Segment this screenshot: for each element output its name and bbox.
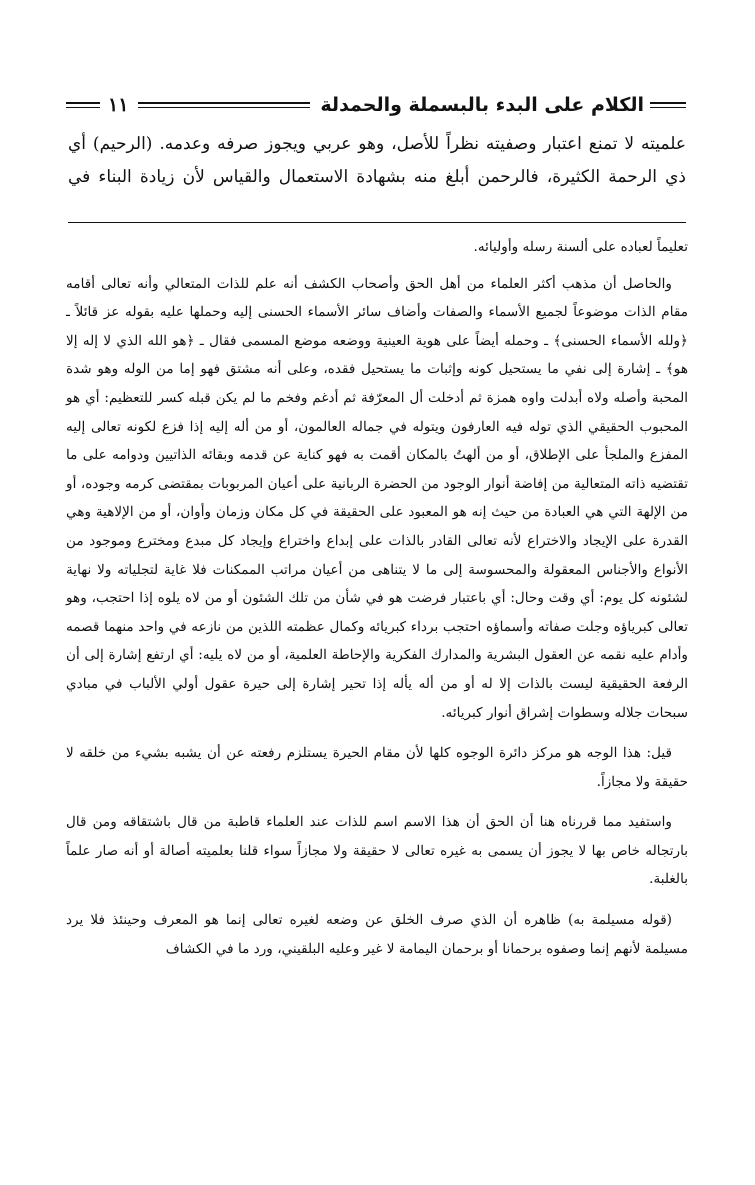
text-separator-rule (68, 222, 686, 223)
commentary-paragraph: واستفيد مما قررناه هنا أن الحق أن هذا الاسم اسم للذات عند العلماء قاطبة من قال باشتقاقه ومن قال بارتجاله خاص بها لا يجوز أن يسمى به غيره تعالى لا حقيقة ولا مجازاً سواء قلنا بعلميته أصالة أو أنه صار علماً بالغلبة. (66, 814, 688, 888)
page-number: ١١ (108, 94, 129, 116)
commentary-paragraph: قيل: هذا الوجه هو مركز دائرة الوجوه كلها لأن مقام الحيرة يستلزم رفعته عن أن يشبه بشيء من خلقه لا حقيقة ولا مجازاً. (66, 745, 688, 790)
header-rule-middle (138, 102, 310, 108)
commentary-paragraph: تعليماً لعباده على ألسنة رسله وأوليائه. (473, 239, 688, 255)
commentary-paragraph: والحاصل أن مذهب أكثر العلماء من أهل الحق وأصحاب الكشف أنه علم للذات المتعالي وأنه تعالى أقامه مقام الذات موضوعاً لجميع الأسماء والصفات وأضاف سائر الأسماء الحسنى إليه وحملها عليه بقوله عز قائلاً ـ ﴿ولله الأسماء الحسنى﴾ ـ وحمله أيضاً على هوية العينية ووضعه موضع المسمى فقال ـ ﴿هو الله الذي لا إله إلا هو﴾ ـ إشارة إلى نفي ما يستحيل كونه وإثبات ما يستحيل فقده، وعلى أنه مشتق فهو إما من الوله وهو شدة المحبة وأصله ولاه أبدلت واوه همزة ثم أدخلت أل المعرّفة ثم أدغم وفخم ما لم يكن قبله كسر للتعظيم: أي هو المحبوب الحقيقي الذي توله فيه العارفون ويتوله في جماله العالمون، أو من أله إليه إذا فزع لكونه تعالى إليه المفزع والملجأ على الإطلاق، أو من ألهتُ بالمكان أقمت به فهو كناية عن قدمه وبقائه الذاتيين ودوامه على ما تقتضيه ذاته المتعالية من إفاضة أنوار الوجود من الحضرة الربانية على أعيان المربوبات بمقتضى كرمه وجوده، أو من الإلهة التي هي العبادة من حيث إنه هو المعبود على الحقيقة في كل مكان وزمان وأوان، أو من الإلاهية وهي القدرة على الإيجاد والاختراع لأنه تعالى القادر بالذات على إبداع واختراع وإيجاد كل مبدع ومخترع وموجود من الأنواع والأجناس المعقولة والمحسوسة إلى ما لا يتناهى من أعيان مراتب الممكنات فلا غاية لتجلياته ولا نهاية لشئونه كل يوم: أي وقت وحال: أي باعتبار فرضت هو في شأن من تلك الشئون أو من لاه يلوه إذا احتجب، وهو تعالى كبرياؤه وجلت صفاته وأسماؤه احتجب برداء كبريائه وكمال عظمته اللذين من نازعه في واحد منهما قصمه وأدام عليه نقمه عن العقول البشرية والمدارك الفكرية والإحاطة العلمية، أو من لاه يليه: أي ارتفع إشارة إلى أن الرفعة الحقيقية ليست بالذات إلا له أو من أله يأله إذا تحير إشارة إلى حيرة عقول أولي الألباب في مبادي سبحات جلاله وسطوات إشراق أنوار كبريائه. (66, 275, 688, 721)
main-text-paragraph: علميته لا تمنع اعتبار وصفيته نظراً للأصل، وهو عربي ويجوز صرفه وعدمه. (الرحيم) أي ذي الرحمة الكثيرة، فالرحمن أبلغ منه بشهادة الاستعمال والقياس لأن زيادة البناء في (68, 134, 686, 187)
header-rule-right (650, 102, 686, 108)
commentary-text (66, 233, 688, 975)
header-rule-left (66, 102, 100, 108)
main-text (68, 128, 686, 194)
running-header (66, 92, 686, 118)
commentary-paragraph: (قوله مسيلمة به) ظاهره أن الذي صرف الخلق عن وضعه لغيره تعالى إنما هو المعرف وحينئذ فلا يرد مسيلمة لأنهم إنما وصفوه برحمانا أو برحمان اليمامة لا غير وعليه البلقيني، ورد ما في الكشاف (66, 912, 688, 957)
running-header-title: الكلام على البدء بالبسملة والحمدلة (320, 94, 644, 116)
